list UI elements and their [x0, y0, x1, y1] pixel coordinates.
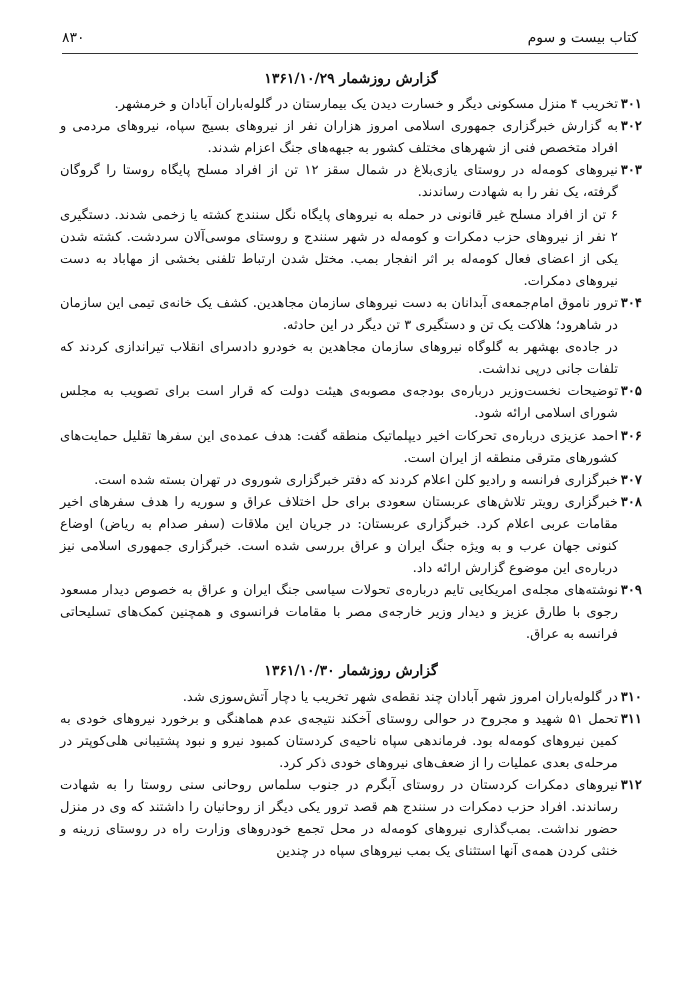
- item-number: ۳۰۹: [620, 583, 642, 599]
- item-number: ۳۰۳: [620, 163, 642, 179]
- item-number: ۳۰۸: [620, 494, 642, 510]
- item-number: ۳۰۴: [620, 295, 642, 311]
- page-number: ۸۳۰: [62, 30, 85, 46]
- item-text: توضیحات نخست‌وزیر درباره‌ی بودجه‌ی مصوبه‌ی هیئت دولت که قرار است برای تصویب به مجلس شورای اسلامی ارائه شود.: [60, 384, 618, 422]
- item-text: ترور ناموق امام‌جمعه‌ی آبدانان به دست نیروهای سازمان مجاهدین. کشف یک خانه‌ی تیمی این سازمان در شاهرود؛ هلاکت یک تن و دستگیری ۳ تن دیگر در این حادثه.: [60, 295, 618, 334]
- item-number: ۳۰۲: [620, 119, 642, 135]
- item-text: احمد عزیزی درباره‌ی تحرکات اخیر دیپلماتیک منطقه گفت: هدف عمده‌ی این سفرها تقلیل حمایت‌های کشورهای مترقی منطقه از ایران است.: [60, 428, 618, 466]
- report-item: [60, 580, 642, 646]
- report-item: [60, 470, 642, 492]
- item-text: تخریب ۴ منزل مسکونی دیگر و خسارت دیدن یک بیمارستان در گلوله‌باران آبادان و خرمشهر.: [114, 97, 618, 113]
- item-text: نوشته‌های مجله‌ی امریکایی تایم درباره‌ی تحولات سیاسی جنگ ایران و عراق به خصوص دیدار مسعود رجوی با طارق عزیز و دیدار وزیر خارجه‌ی مصر با مقامات فرانسوی و همچنین کمک‌های تسلیحاتی فرانسه به عراق.: [60, 583, 618, 643]
- running-header: [62, 30, 638, 52]
- report-item: [60, 687, 642, 709]
- report-title: گزارش روزشمار ۱۳۶۱/۱۰/۳۰: [264, 663, 438, 680]
- continuation-paragraph: ۶ تن از افراد مسلح غیر قانونی در حمله به نیروهای پایگاه نگل سنندج کشته یا زخمی شدند. دستگیری ۲ نفر از نیروهای حزب دمکرات و کومه‌له در شهر سنندج و روستای موسی‌آلان سردشت. کشته شدن یکی از اعضای فعال کومه‌له بر اثر انفجار بمب. مختل شدن ارتباط تلفنی بخشی از مهاباد به دست نیروهای دمکرات.: [60, 207, 618, 289]
- report-title: گزارش روزشمار ۱۳۶۱/۱۰/۲۹: [264, 71, 438, 87]
- item-text: تحمل ۵۱ شهید و مجروح در حوالی روستای آخکند نتیجه‌ی عدم هماهنگی و برخورد نیروهای خودی به کمین نیروهای کومه‌له بود. فرماندهی سپاه ناحیه‌ی کردستان کمبود نیرو و نبود پشتیبانی هلی‌کوپتر در مرحله‌ی بعدی عملیات را از ضعف‌های نیروهای خودی ذکر کرد.: [60, 711, 618, 771]
- book-title: کتاب بیست و سوم: [527, 30, 638, 46]
- report-item: [60, 116, 642, 160]
- report-item: [60, 775, 642, 863]
- report-item: [60, 160, 642, 204]
- item-text: خبرگزاری رویتر تلاش‌های عربستان سعودی برای حل اختلاف عراق و سوریه را هدف سفرهای اخیر مقامات عربی اعلام کرد. خبرگزاری عربستان: در جریان این ملاقات (سفر صدام به ریاض) اوضاع کنونی جهان عرب و به ویژه جنگ ایران و عراق بررسی شده است. خبرگزاری جمهوری اسلامی نیز درباره‌ی این موضوع گزارش ارائه داد.: [60, 494, 618, 577]
- item-number: ۳۱۰: [620, 689, 642, 705]
- item-number: ۳۰۷: [620, 472, 642, 488]
- page-body: [60, 62, 642, 863]
- item-text: نیروهای دمکرات کردستان در روستای آبگرم در جنوب سلماس روحانی سنی روستا را به شهادت رساندند. افراد حزب دمکرات در سنندج هم قصد ترور یکی دیگر از روحانیان را داشتند که وی در منزل حضور نداشت. بمب‌گذاری نیروهای کومه‌له در محل تجمع خودروهای وزارت راه در روستای زرینه و خنثی کردن همه‌ی آنها استثنای یک بمب نیروهای سپاه در چندین: [60, 777, 618, 860]
- report-item: [60, 381, 642, 425]
- item-number: ۳۱۲: [620, 777, 642, 793]
- header-rule: [62, 53, 638, 54]
- continuation-paragraph: در جاده‌ی بهشهر به گلوگاه نیروهای سازمان مجاهدین به خودرو دادسرای انقلاب تیراندازی کردند که تلفات جانی درپی نداشت.: [60, 340, 618, 378]
- item-text: خبرگزاری فرانسه و رادیو کلن اعلام کردند که دفتر خبرگزاری شوروی در تهران بسته شده است.: [94, 472, 618, 488]
- report-item: [60, 709, 642, 775]
- item-text: به گزارش خبرگزاری جمهوری اسلامی امروز هزاران نفر از نیروهای بسیج سپاه، نیروهای مردمی و افراد متخصص فنی از شهرهای مختلف کشور به جبهه‌های جنگ اعزام شدند.: [60, 119, 618, 157]
- item-text: نیروهای کومه‌له در روستای یازی‌بلاغ در شمال سقز ۱۲ تن از افراد مسلح پایگاه روستا را گروگان گرفته، یک نفر را به شهادت رساندند.: [60, 163, 618, 201]
- item-number: ۳۰۱: [620, 97, 642, 113]
- report-item: [60, 94, 642, 116]
- item-number: ۳۰۶: [620, 428, 642, 444]
- report-item: [60, 293, 642, 337]
- item-number: ۳۱۱: [620, 711, 642, 727]
- report-item: [60, 492, 642, 580]
- item-number: ۳۰۵: [620, 384, 642, 400]
- item-text: در گلوله‌باران امروز شهر آبادان چند نقطه‌ی شهر تخریب یا دچار آتش‌سوزی شد.: [182, 689, 618, 705]
- report-item: [60, 426, 642, 470]
